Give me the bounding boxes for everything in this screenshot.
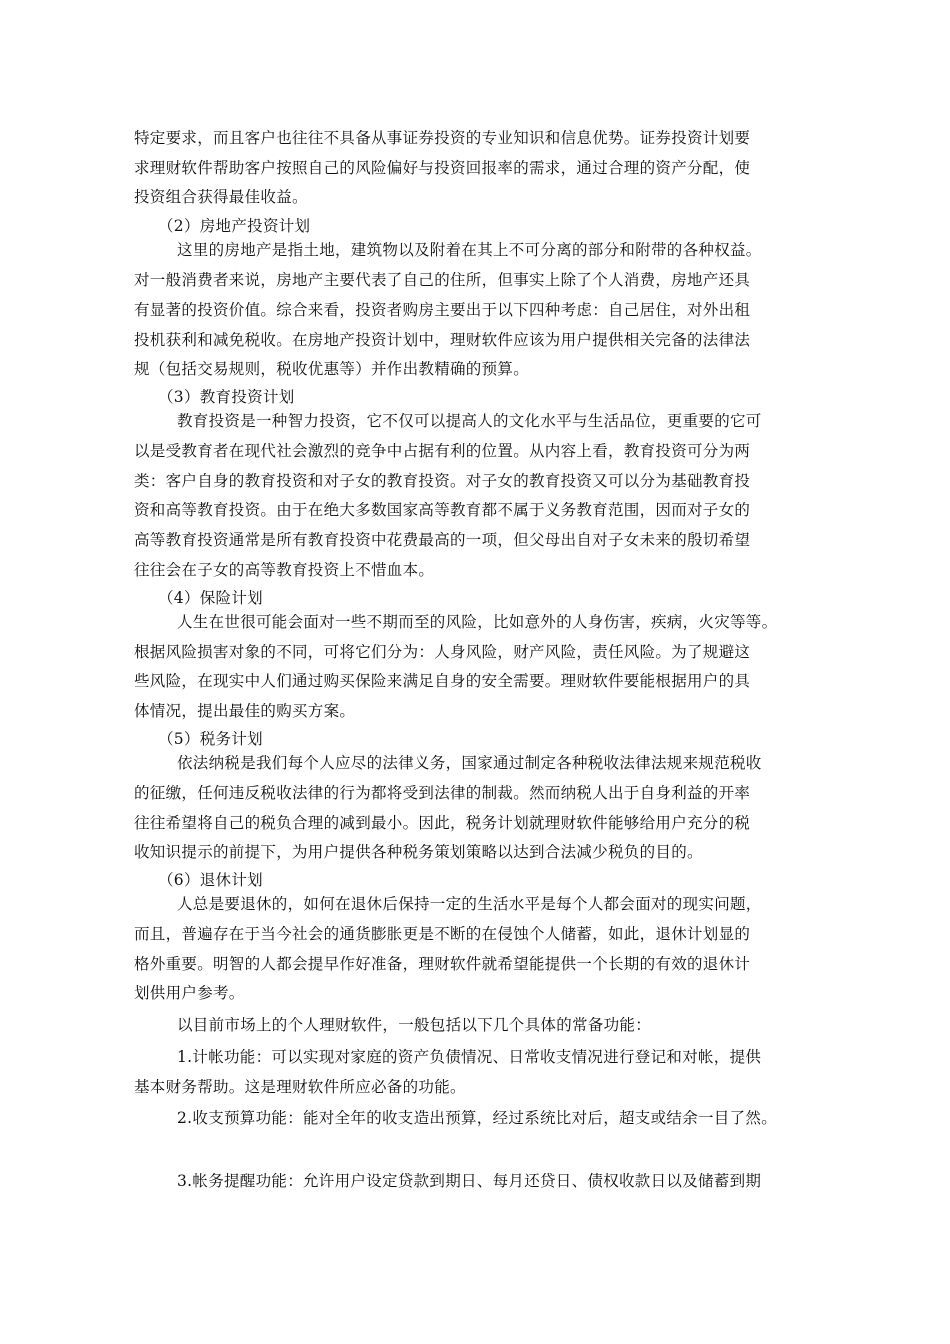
body-line: 划供用户参考。 [134, 984, 245, 1002]
body-line: 收知识提示的前提下，为用户提供各种税务策划策略以达到合法减少税负的目的。 [134, 843, 703, 861]
body-line: 依法纳税是我们每个人应尽的法律义务，国家通过制定各种税收法律法规来规范税收 [177, 754, 762, 772]
list-item-continuation: 基本财务帮助。这是理财软件所应必备的功能。 [134, 1078, 466, 1096]
body-line: 根据风险损害对象的不同，可将它们分为：人身风险，财产风险，责任风险。为了规避这 [134, 643, 751, 661]
list-item: 3.帐务提醒功能：允许用户设定贷款到期日、每月还贷日、债权收款日以及储蓄到期 [177, 1172, 762, 1190]
body-line: 往往会在子女的高等教育投资上不惜血本。 [134, 561, 435, 579]
body-line: 高等教育投资通常是所有教育投资中花费最高的一项，但父母出自对子女未来的殷切希望 [134, 531, 751, 549]
body-line: 对一般消费者来说，房地产主要代表了自己的住所，但事实上除了个人消费，房地产还具 [134, 271, 751, 289]
section-heading: （6）退休计划 [158, 871, 263, 889]
list-item: 1.计帐功能：可以实现对家庭的资产负债情况、日常收支情况进行登记和对帐，提供 [177, 1048, 762, 1066]
body-line: 特定要求，而且客户也往往不具备从事证券投资的专业知识和信息优势。证券投资计划要 [134, 129, 751, 147]
section-heading: （5）税务计划 [158, 730, 263, 748]
body-line: 以是受教育者在现代社会激烈的竞争中占据有利的位置。从内容上看，教育投资可分为两 [134, 442, 751, 460]
body-line: 投资组合获得最佳收益。 [134, 188, 308, 206]
body-line: 有显著的投资价值。综合来看，投资者购房主要出于以下四种考虑：自己居住，对外出租 [134, 301, 751, 319]
section-heading: （3）教育投资计划 [158, 388, 295, 406]
list-item: 2.收支预算功能：能对全年的收支造出预算，经过系统比对后，超支或结余一目了然。 [177, 1109, 777, 1127]
body-line: 规（包括交易规则，税收优惠等）并作出教精确的预算。 [134, 360, 530, 378]
body-line: 格外重要。明智的人都会提早作好准备，理财软件就希望能提供一个长期的有效的退休计 [134, 955, 751, 973]
body-line: 这里的房地产是指土地，建筑物以及附着在其上不可分离的部分和附带的各种权益。 [177, 241, 762, 259]
body-line: 教育投资是一种智力投资，它不仅可以提高人的文化水平与生活品位，更重要的它可 [177, 412, 762, 430]
body-line: 而且，普遍存在于当今社会的通货膨胀更是不断的在侵蚀个人储蓄，如此，退休计划显的 [134, 925, 751, 943]
body-line: 些风险，在现实中人们通过购买保险来满足自身的安全需要。理财软件要能根据用户的具 [134, 672, 751, 690]
body-line: 投机获利和减免税收。在房地产投资计划中，理财软件应该为用户提供相关完备的法律法 [134, 331, 751, 349]
section-heading: （2）房地产投资计划 [158, 217, 311, 235]
body-line: 人总是要退休的，如何在退休后保持一定的生活水平是每个人都会面对的现实问题， [177, 895, 762, 913]
body-line: 类：客户自身的教育投资和对子女的教育投资。对子女的教育投资又可以分为基础教育投 [134, 472, 751, 490]
body-line: 体情况，提出最佳的购买方案。 [134, 702, 356, 720]
body-line: 的征缴，任何违反税收法律的行为都将受到法律的制裁。然而纳税人出于自身利益的开率 [134, 784, 751, 802]
body-line: 资和高等教育投资。由于在绝大多数国家高等教育都不属于义务教育范围，因而对子女的 [134, 501, 751, 519]
body-line: 往往希望将自己的税负合理的减到最小。因此，税务计划就理财软件能够给用户充分的税 [134, 814, 751, 832]
section-heading: （4）保险计划 [158, 589, 263, 607]
body-line: 人生在世很可能会面对一些不期而至的风险，比如意外的人身伤害，疾病，火灾等等。 [177, 613, 778, 631]
body-line: 求理财软件帮助客户按照自己的风险偏好与投资回报率的需求，通过合理的资产分配，使 [134, 159, 751, 177]
body-line: 以目前市场上的个人理财软件，一般包括以下几个具体的常备功能： [177, 1016, 652, 1034]
